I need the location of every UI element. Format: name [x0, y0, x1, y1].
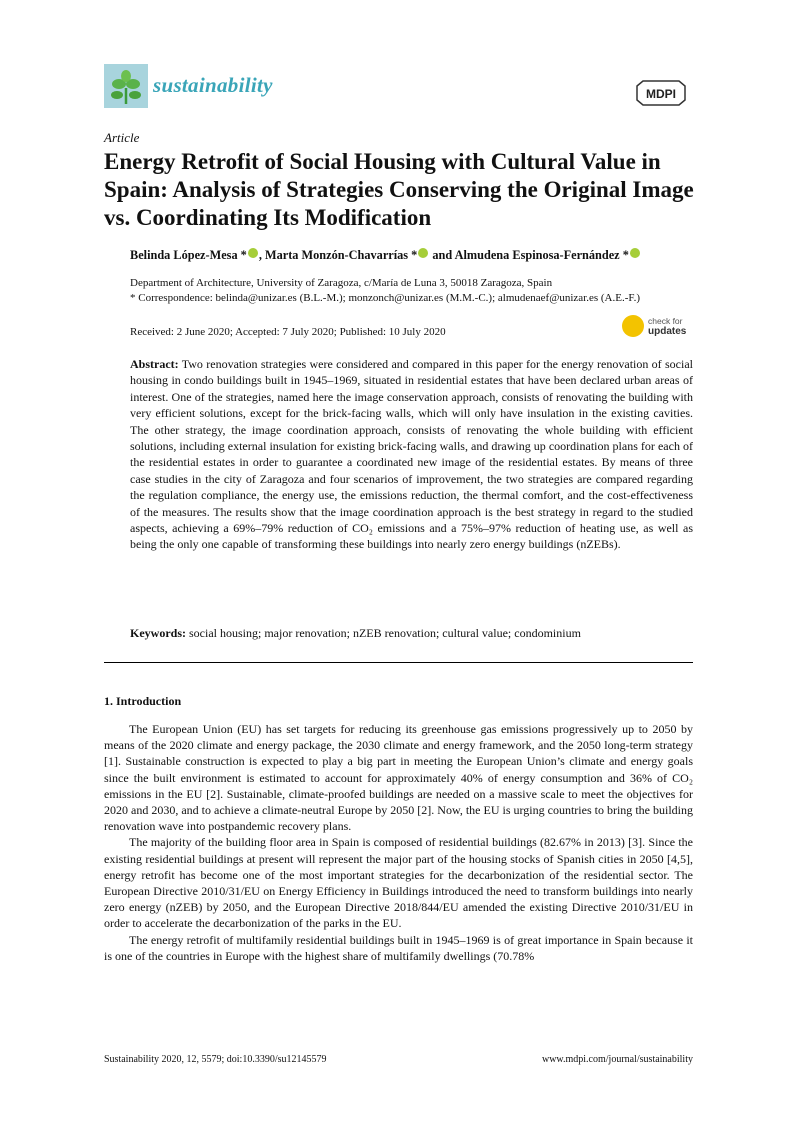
svg-text:MDPI: MDPI: [646, 87, 676, 101]
section-heading: 1. Introduction: [104, 694, 182, 708]
paragraph: The energy retrofit of multifamily residential buildings built in 1945–1969 is of great importance in Spain because it is one of the countries in Europe with the highest share of multifamily dwellings (70.78%: [104, 932, 693, 963]
divider: [104, 662, 693, 663]
paragraph: The majority of the building floor area in Spain is composed of residential buildings (82.67% in 2013) [3]. Since the existing residential buildings at present will represent the major part of the housing stocks of Spanish cities in 2050 [4,5], energy retrofit has become one of the most important strategies for the decarbonization of the residential sector. The European Directive 2010/31/EU on Energy Efficiency in Buildings introduced the need to transform buildings into nearly zero energy (nZEB) by 2050, and the European Directive 2018/844/EU amended the existing Directive 2010/31/EU in order to accelerate the decarbonization of the parks in the EU.: [104, 835, 693, 931]
keywords-text: social housing; major renovation; nZEB renovation; cultural value; condominium: [189, 626, 581, 640]
journal-logo-icon: [104, 64, 148, 108]
author-name[interactable]: Almudena Espinosa-Fernández: [454, 248, 620, 262]
article-type: Article: [104, 130, 140, 145]
footer-citation: Sustainability 2020, 12, 5579; doi:10.3390/su12145579: [104, 1054, 327, 1065]
abstract-text: Two renovation strategies were considered and compared in this paper for the energy renovation of social housing in condo buildings built in 1945–1969, situated in residential estates that have been declared urban areas of interest. One of the strategies, named here the image conservation approach, consists of renovating the building with very efficient solutions, except for the brick-facing walls, which will only have insulation in the existing cavities. The other strategy, the image coordination approach, consists of renovating the whole building with efficient solutions, including external insulation for existing brick-facing walls, and drawing up coordination plans for each of the residential estates in order to guarantee a coordinated new image of the residential estates. By means of three case studies in the city of Zaragoza and four scenarios of improvement, the two strategies are compared regarding the regulation compliance, the energy use, the emissions reduction, the thermal comfort, and the cost-effectiveness of the measures. The results show that the image coordination approach is the best strategy in regard to the studied aspects, achieving a 69%–79% reduction of CO₂ emissions and a 75%–97% reduction of heating use, as well as being the only one capable of transforming these buildings into nearly zero energy buildings (nZEBs).: [130, 357, 693, 552]
orcid-icon[interactable]: [248, 248, 258, 258]
affiliation-block: [130, 276, 710, 306]
check-for-updates-badge[interactable]: check for updates: [622, 314, 694, 342]
orcid-icon[interactable]: [630, 248, 640, 258]
check-icon: [622, 315, 644, 337]
footer-url[interactable]: www.mdpi.com/journal/sustainability: [541, 1054, 693, 1065]
orcid-icon[interactable]: [418, 248, 428, 258]
author-name[interactable]: Belinda López-Mesa: [130, 248, 238, 262]
author-list: Belinda López-Mesa * , Marta Monzón-Chavarrías * and Almudena Espinosa-Fernández *: [130, 248, 710, 263]
keywords: [130, 626, 693, 641]
author-name[interactable]: Marta Monzón-Chavarrías: [264, 248, 409, 262]
keywords-label: Keywords:: [130, 626, 186, 640]
journal-name: sustainability: [153, 73, 273, 97]
paragraph: The European Union (EU) has set targets for reducing its greenhouse gas emissions progressively up to 2050 by means of the 2020 climate and energy package, the 2030 climate and energy framework, and the 2050 long-term strategy [1]. Sustainable construction is expected to play a big part in meeting the European Union’s climate and energy goals since the built environment is estimated to account for approximately 40% of energy consumption and 36% of CO₂ emissions in the EU [2]. Sustainable, climate-proofed buildings are needed on a massive scale to meet the objectives for 2020 and 2030, and to achieve a climate-neutral Europe by 2050 [2]. Now, the EU is urging countries to bring the building renovation wave into postpandemic recovery plans.: [104, 722, 693, 834]
abstract-label: Abstract:: [130, 357, 179, 371]
paper-title: Energy Retrofit of Social Housing with Cultural Value in Spain: Analysis of Strategies Conserving the Original Image vs. Coordinating Its Modification: [104, 149, 694, 230]
mdpi-logo: [633, 80, 689, 106]
abstract: [130, 356, 693, 553]
body-text: [104, 721, 693, 964]
publication-dates: Received: 2 June 2020; Accepted: 7 July 2020; Published: 10 July 2020: [130, 326, 446, 338]
affiliation: Department of Architecture, University of Zaragoza, c/María de Luna 3, 50018 Zaragoza, Spain: [130, 277, 553, 289]
correspondence: * Correspondence: belinda@unizar.es (B.L.-M.); monzonch@unizar.es (M.M.-C.); almudenaef@unizar.es (A.E.-F.): [130, 292, 641, 304]
